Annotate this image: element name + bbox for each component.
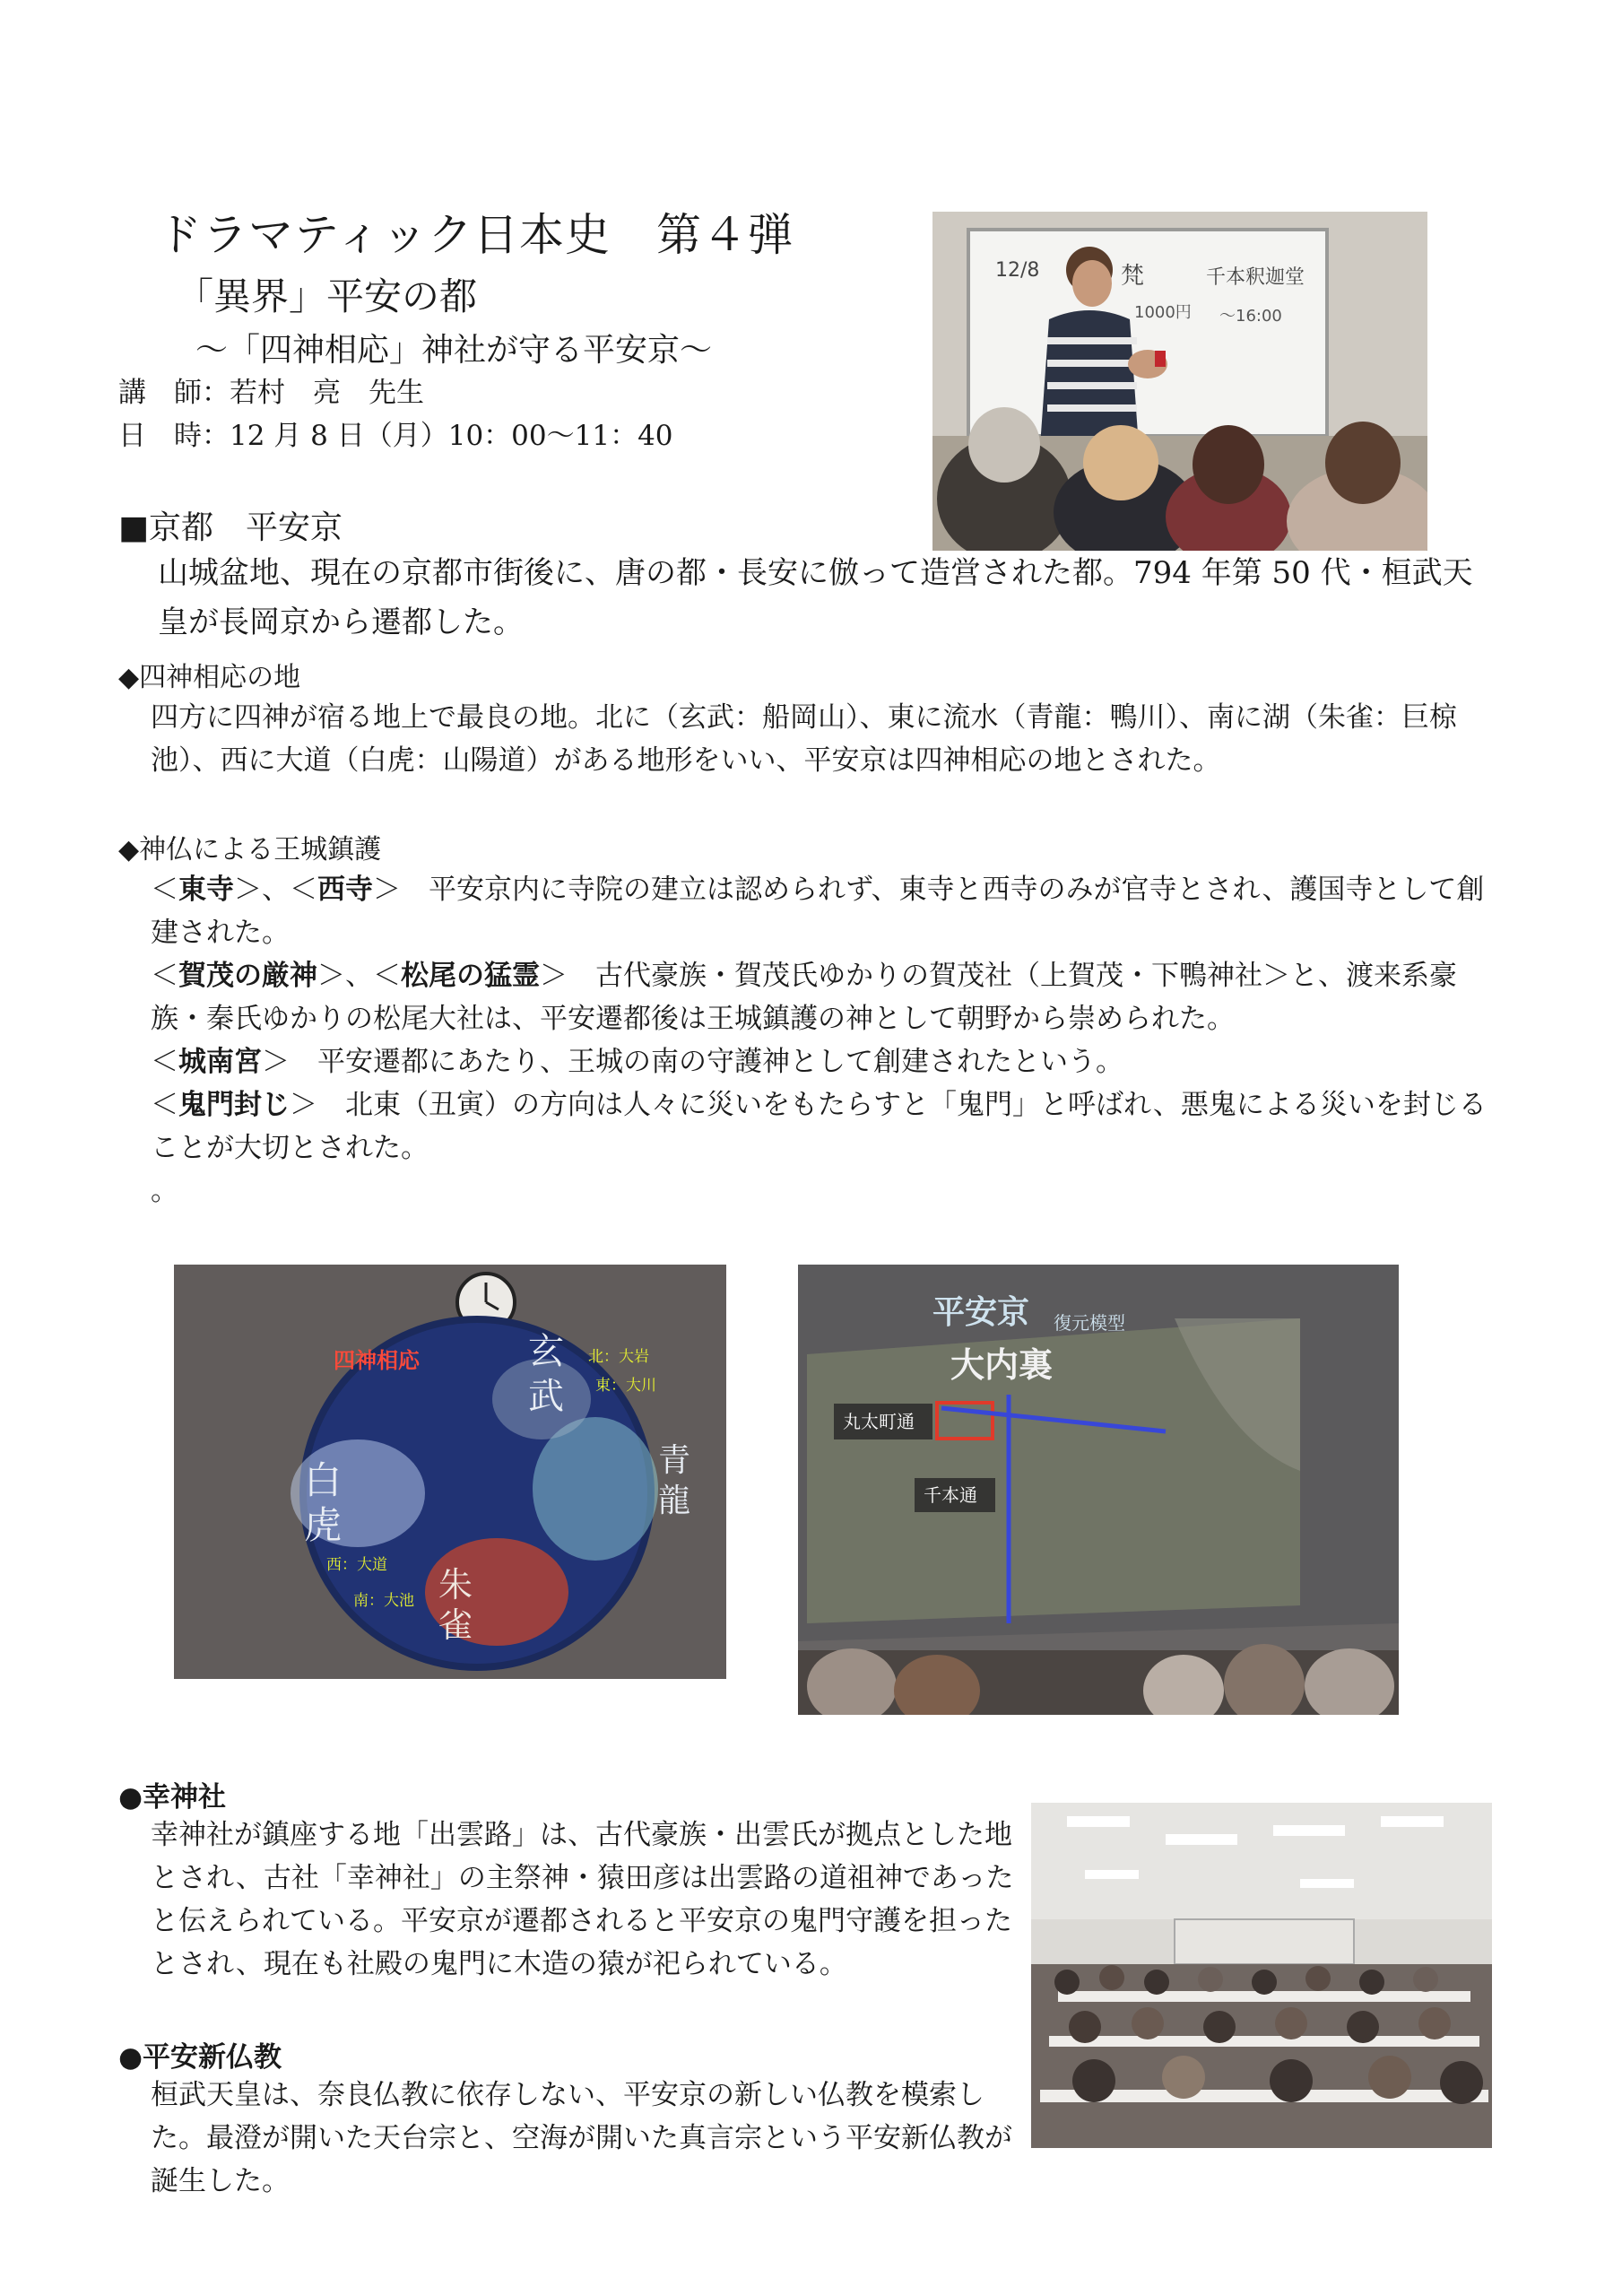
section-kyoto-heading: ■京都 平安京 [118, 509, 343, 546]
section-chingo-heading: ◆神仏による王城鎮護 [118, 834, 382, 865]
section-saijinja-body: 幸神社が鎮座する地「出雲路」は、古代豪族・出雲氏が拠点とした地とされ、古社「幸神社」の主祭神・猿田彦は出雲路の道祖神であったと伝えられている。平安京が遷都されると平安京の鬼門守護を担ったとされ、現在も社殿の鬼門に木造の猿が祀られている。 [151, 1819, 1014, 1980]
section-shinbukkyo-body: 桓武天皇は、奈良仏教に依存しない、平安京の新しい仏教を模索した。最澄が開いた天台宗と、空海が開いた真言宗という平安新仏教が誕生した。 [151, 2079, 1012, 2197]
slide2-title: 平安京 [932, 1294, 1030, 1331]
slide1-glyph-3: 青 [658, 1442, 691, 1479]
chingo-paragraph-kimon: ＜鬼門封じ＞ 北東（丑寅）の方向は人々に災いをもたらすと「鬼門」と呼ばれ、悪鬼による災いを封じることが大切とされた。 [151, 1089, 1487, 1164]
section-saijinja-heading: ●幸神社 [118, 1781, 227, 1813]
slide2-subtitle: 大内裏 [950, 1345, 1054, 1385]
slide1-title: 四神相応 [334, 1348, 420, 1373]
slide1-label-east: 東：大川 [595, 1377, 656, 1395]
whiteboard-text-date: 12/8 [995, 259, 1040, 282]
section-shinbukkyo-heading: ●平安新仏教 [118, 2041, 282, 2074]
slide2-label-senbon: 千本通 [924, 1484, 977, 1506]
slide1-glyph-5: 白 [304, 1458, 343, 1502]
slide1-glyph-8: 雀 [438, 1605, 473, 1645]
section-shijin-body: 四方に四神が宿る地上で最良の地。北に（玄武：船岡山）、東に流水（青龍：鴨川）、南に湖（朱雀：巨椋池）、西に大道（白虎：山陽道）がある地形をいい、平安京は四神相応の地とされた。 [151, 701, 1457, 777]
chingo-paragraph-toji: ＜東寺＞、＜西寺＞ 平安京内に寺院の建立は認められず、東寺と西寺のみが官寺とされ、護国寺として創建された。 [151, 874, 1485, 949]
page-subtitle: 「異界」平安の都 [176, 274, 478, 318]
slide1-glyph-2: 武 [528, 1376, 564, 1417]
slide1-label-north: 北：大岩 [588, 1348, 649, 1366]
lecture-hall-photo [1031, 1803, 1492, 2148]
slide1-glyph-6: 虎 [304, 1503, 343, 1547]
lecturer-photo [932, 212, 1427, 551]
slide1-label-south: 南：大池 [353, 1592, 414, 1610]
whiteboard-text-price: 1000円 [1134, 303, 1192, 322]
page-title: ドラマティック日本史 第４弾 [157, 209, 794, 261]
heiankyo-model-slide-photo [798, 1265, 1399, 1715]
slide1-label-west: 西：大道 [326, 1556, 387, 1574]
slide1-glyph-7: 朱 [438, 1565, 473, 1605]
whiteboard-text-time: ～16:00 [1219, 307, 1282, 326]
section-kyoto-body: 山城盆地、現在の京都市街後に、唐の都・長安に倣って造営された都。794 年第 50 代・桓武天皇が長岡京から遷都した。 [158, 555, 1473, 640]
whiteboard-text-shaka: 千本釈迦堂 [1206, 266, 1305, 289]
section-chingo-body [151, 868, 1505, 1213]
lecturer-line: 講 師：若村 亮 先生 [118, 377, 424, 409]
chingo-paragraph-jonangu: ＜城南宮＞ 平安遷都にあたり、王城の南の守護神として創建されたという。 [151, 1046, 1123, 1078]
slide2-title-small: 復元模型 [1054, 1312, 1125, 1334]
section-shijin-heading: ◆四神相応の地 [118, 662, 301, 693]
slide1-glyph-4: 龍 [658, 1483, 691, 1519]
slide1-glyph-1: 玄 [528, 1331, 564, 1372]
chingo-paragraph-kamo: ＜賀茂の厳神＞、＜松尾の猛霊＞ 古代豪族・賀茂氏ゆかりの賀茂社（上賀茂・下鴨神社＞と、渡来系豪族・秦氏ゆかりの松尾大社は、平安遷都後は王城鎮護の神として朝野から崇められた。 [151, 960, 1457, 1035]
whiteboard-text-temple: 梵 [1121, 263, 1145, 290]
slide2-label-marutamachi: 丸太町通 [843, 1411, 915, 1432]
datetime-line: 日 時：12 月 8 日（月）10：00～11：40 [118, 420, 673, 452]
shijin-slide-photo [174, 1265, 726, 1679]
chingo-trailing-dot: 。 [151, 1175, 178, 1207]
page-subsubtitle: ～「四神相応」神社が守る平安京～ [195, 332, 713, 369]
